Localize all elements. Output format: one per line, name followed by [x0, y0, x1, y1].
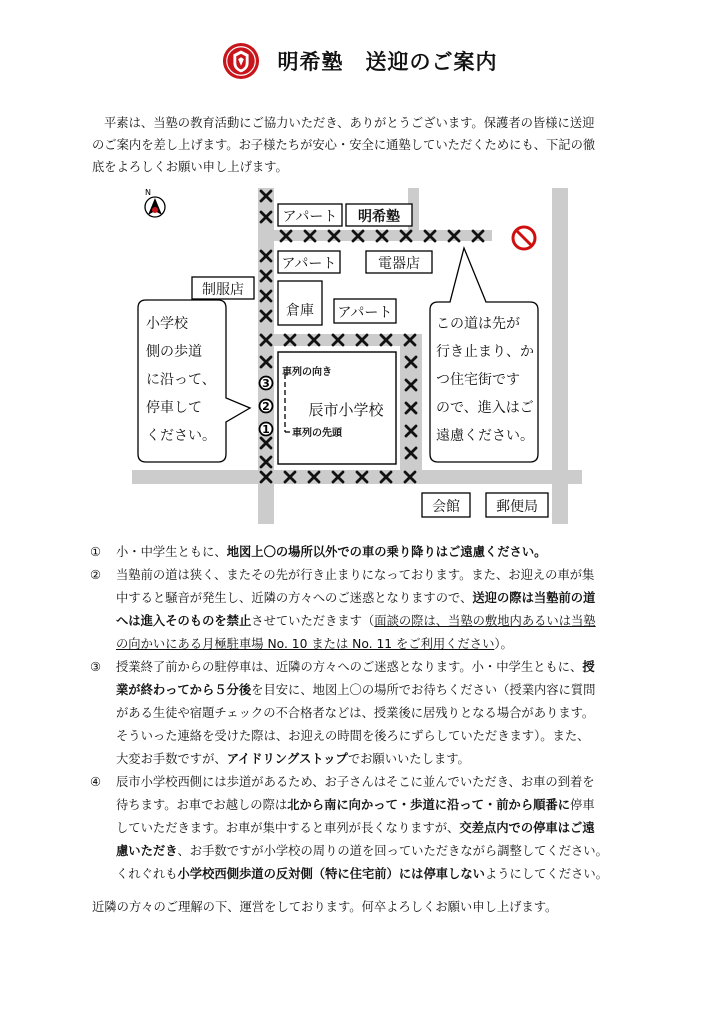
- svg-text:N: N: [145, 188, 151, 197]
- building-kaikan: [422, 493, 470, 517]
- svg-text:1: 1: [262, 423, 270, 436]
- note-line: [116, 679, 638, 702]
- svg-text:側の歩道: 側の歩道: [146, 344, 202, 360]
- svg-text:制服店: 制服店: [202, 282, 244, 298]
- note-text: 中すると騒音が発生し、近隣の方々へのご迷惑となりますので、: [116, 591, 473, 605]
- underlined-text: 面談の際は、当塾の敷地内あるいは当塾: [374, 614, 596, 628]
- svg-text:倉庫: 倉庫: [286, 303, 314, 319]
- note-text: を目安に、地図上〇の場所でお待ちください（授業内容に質問: [251, 683, 596, 697]
- callout-right: [430, 248, 538, 462]
- svg-text:3: 3: [262, 377, 270, 390]
- note-text: くれぐれも: [116, 867, 178, 881]
- note-text: ）。: [494, 637, 513, 651]
- pickup-map: [132, 186, 582, 526]
- note-item: [90, 564, 638, 656]
- note-line: [116, 610, 638, 633]
- pickup-spots: [260, 377, 273, 437]
- svg-text:辰市小学校: 辰市小学校: [308, 401, 384, 419]
- document-header: [0, 38, 719, 84]
- emphasis-text: 交差点内での停車はご遠: [459, 821, 595, 835]
- emphasis-text: 送迎の際は当塾前の道: [472, 591, 596, 605]
- svg-text:郵便局: 郵便局: [496, 499, 538, 515]
- svg-text:に沿って、: に沿って、: [146, 372, 216, 388]
- pickup-spot-1: [260, 423, 273, 437]
- page-title: 明希塾 送迎のご案内: [277, 50, 498, 74]
- svg-text:2: 2: [262, 400, 270, 413]
- emphasis-text: へは進入そのものを禁止: [116, 614, 252, 628]
- note-text: 小・中学生ともに、: [116, 545, 227, 559]
- intro-paragraph: [92, 112, 632, 178]
- underlined-text: の向かいにある月極駐車場 No. 10 または No. 11 をご利用ください: [116, 637, 495, 651]
- road-school-north: [258, 334, 422, 346]
- building-apart-3: [334, 299, 396, 323]
- svg-text:ください。: ください。: [146, 428, 216, 444]
- emphasis-text: アイドリングストップ: [226, 752, 348, 766]
- note-line: [116, 702, 638, 725]
- building-seifukuten: [192, 277, 254, 299]
- note-line: [116, 633, 638, 656]
- queue-direction-label: 車列の向き: [282, 367, 332, 378]
- note-line: [116, 817, 638, 840]
- building-apart-1: [278, 204, 342, 226]
- building-yubinkyoku: [486, 493, 548, 517]
- north-arrow-icon: [145, 188, 165, 217]
- callout-left: [138, 300, 250, 462]
- note-text: 停車: [570, 798, 595, 812]
- svg-text:明希塾: 明希塾: [358, 209, 400, 225]
- red-crest-logo-icon: [222, 42, 260, 80]
- emphasis-text: 授: [582, 660, 595, 674]
- note-number: ②: [90, 568, 102, 582]
- note-text: 待ちます。お車でお越しの際は: [116, 798, 288, 812]
- note-line: [116, 840, 638, 863]
- no-entry-icon: [513, 227, 535, 249]
- closing-paragraph: 近隣の方々のご理解の下、運営をしております。何卒よろしくお願い申し上げます。: [92, 900, 558, 914]
- note-line: [116, 771, 638, 794]
- intro-line: 平素は、当塾の教育活動にご協力いただき、ありがとうございます。保護者の皆様に送迎: [104, 116, 595, 130]
- emphasis-text: 地図上〇の場所以外での車の乗り降りはご遠慮ください。: [226, 545, 547, 559]
- svg-text:ので、進入はご: ので、進入はご: [436, 400, 534, 416]
- note-number: ①: [90, 545, 102, 559]
- emphasis-text: 慮いただき: [116, 844, 178, 858]
- emphasis-text: 北から南に向かって・歩道に沿って・前から順番に: [287, 798, 571, 812]
- note-line: [116, 564, 638, 587]
- notes-list: [90, 541, 638, 886]
- note-line: [116, 656, 638, 679]
- emphasis-text: 業が終わってから５分後: [116, 683, 252, 697]
- svg-text:つ住宅街です: つ住宅街です: [436, 372, 520, 388]
- note-text: 、お手数ですが小学校の周りの道を回っていただきながら調整してください。: [177, 844, 608, 858]
- note-line: [116, 863, 638, 886]
- queue-head-label: 車列の先頭: [292, 428, 342, 439]
- emphasis-text: 小学校西側歩道の反対側（特に住宅前）には停車しない: [177, 867, 485, 881]
- svg-text:アパート: アパート: [281, 256, 337, 272]
- svg-text:アパート: アパート: [337, 305, 393, 321]
- note-item: [90, 656, 638, 771]
- intro-line: のご案内を差し上げます。お子様たちが安心・安全に通塾していただくためにも、下記の徹: [92, 138, 596, 152]
- svg-text:この道は先が: この道は先が: [436, 316, 520, 332]
- note-text: そういった連絡を受けた際は、お迎えの時間を後ろにずらしていただきます）。また、: [116, 729, 590, 743]
- note-text: させていただきます（: [251, 614, 375, 628]
- intro-line: 底をよろしくお願い申し上げます。: [92, 160, 288, 174]
- note-text: 辰市小学校西側には歩道があるため、お子さんはそこに並んでいただき、お車の到着を: [116, 775, 595, 789]
- pickup-spot-3: [260, 377, 273, 391]
- note-text: 授業終了前からの駐停車は、近隣の方々へのご迷惑となります。小・中学生ともに、: [116, 660, 583, 674]
- note-item: [90, 771, 638, 886]
- note-line: [116, 587, 638, 610]
- building-denkiten: [366, 251, 432, 273]
- building-meikijuku: [346, 204, 412, 226]
- note-number: ④: [90, 775, 102, 789]
- svg-text:小学校: 小学校: [146, 316, 188, 332]
- svg-text:アパート: アパート: [282, 209, 338, 225]
- svg-text:会館: 会館: [432, 499, 460, 515]
- note-text: 大変お手数ですが、: [116, 752, 227, 766]
- building-souko: [278, 281, 322, 325]
- building-apart-2: [278, 251, 340, 273]
- svg-text:行き止まり、か: 行き止まり、か: [436, 344, 534, 360]
- pickup-spot-2: [260, 400, 273, 414]
- note-text: していただきます。お車が集中すると車列が長くなりますが、: [116, 821, 460, 835]
- note-line: [116, 725, 638, 748]
- note-text: がある生徒や宿題チェックの不合格者などは、授業後に居残りとなる場合があります。: [116, 706, 595, 720]
- svg-text:遠慮ください。: 遠慮ください。: [436, 428, 534, 444]
- note-number: ③: [90, 660, 102, 674]
- note-line: [116, 748, 638, 771]
- note-line: [116, 541, 638, 564]
- note-text: ようにしてください。: [484, 867, 608, 881]
- svg-text:電器店: 電器店: [378, 256, 420, 272]
- note-line: [116, 794, 638, 817]
- note-text: でお願いいたします。: [347, 752, 470, 766]
- svg-text:停車して: 停車して: [146, 400, 202, 416]
- note-item: [90, 541, 638, 564]
- note-text: 当塾前の道は狭く、またその先が行き止まりになっております。また、お迎えの車が集: [116, 568, 595, 582]
